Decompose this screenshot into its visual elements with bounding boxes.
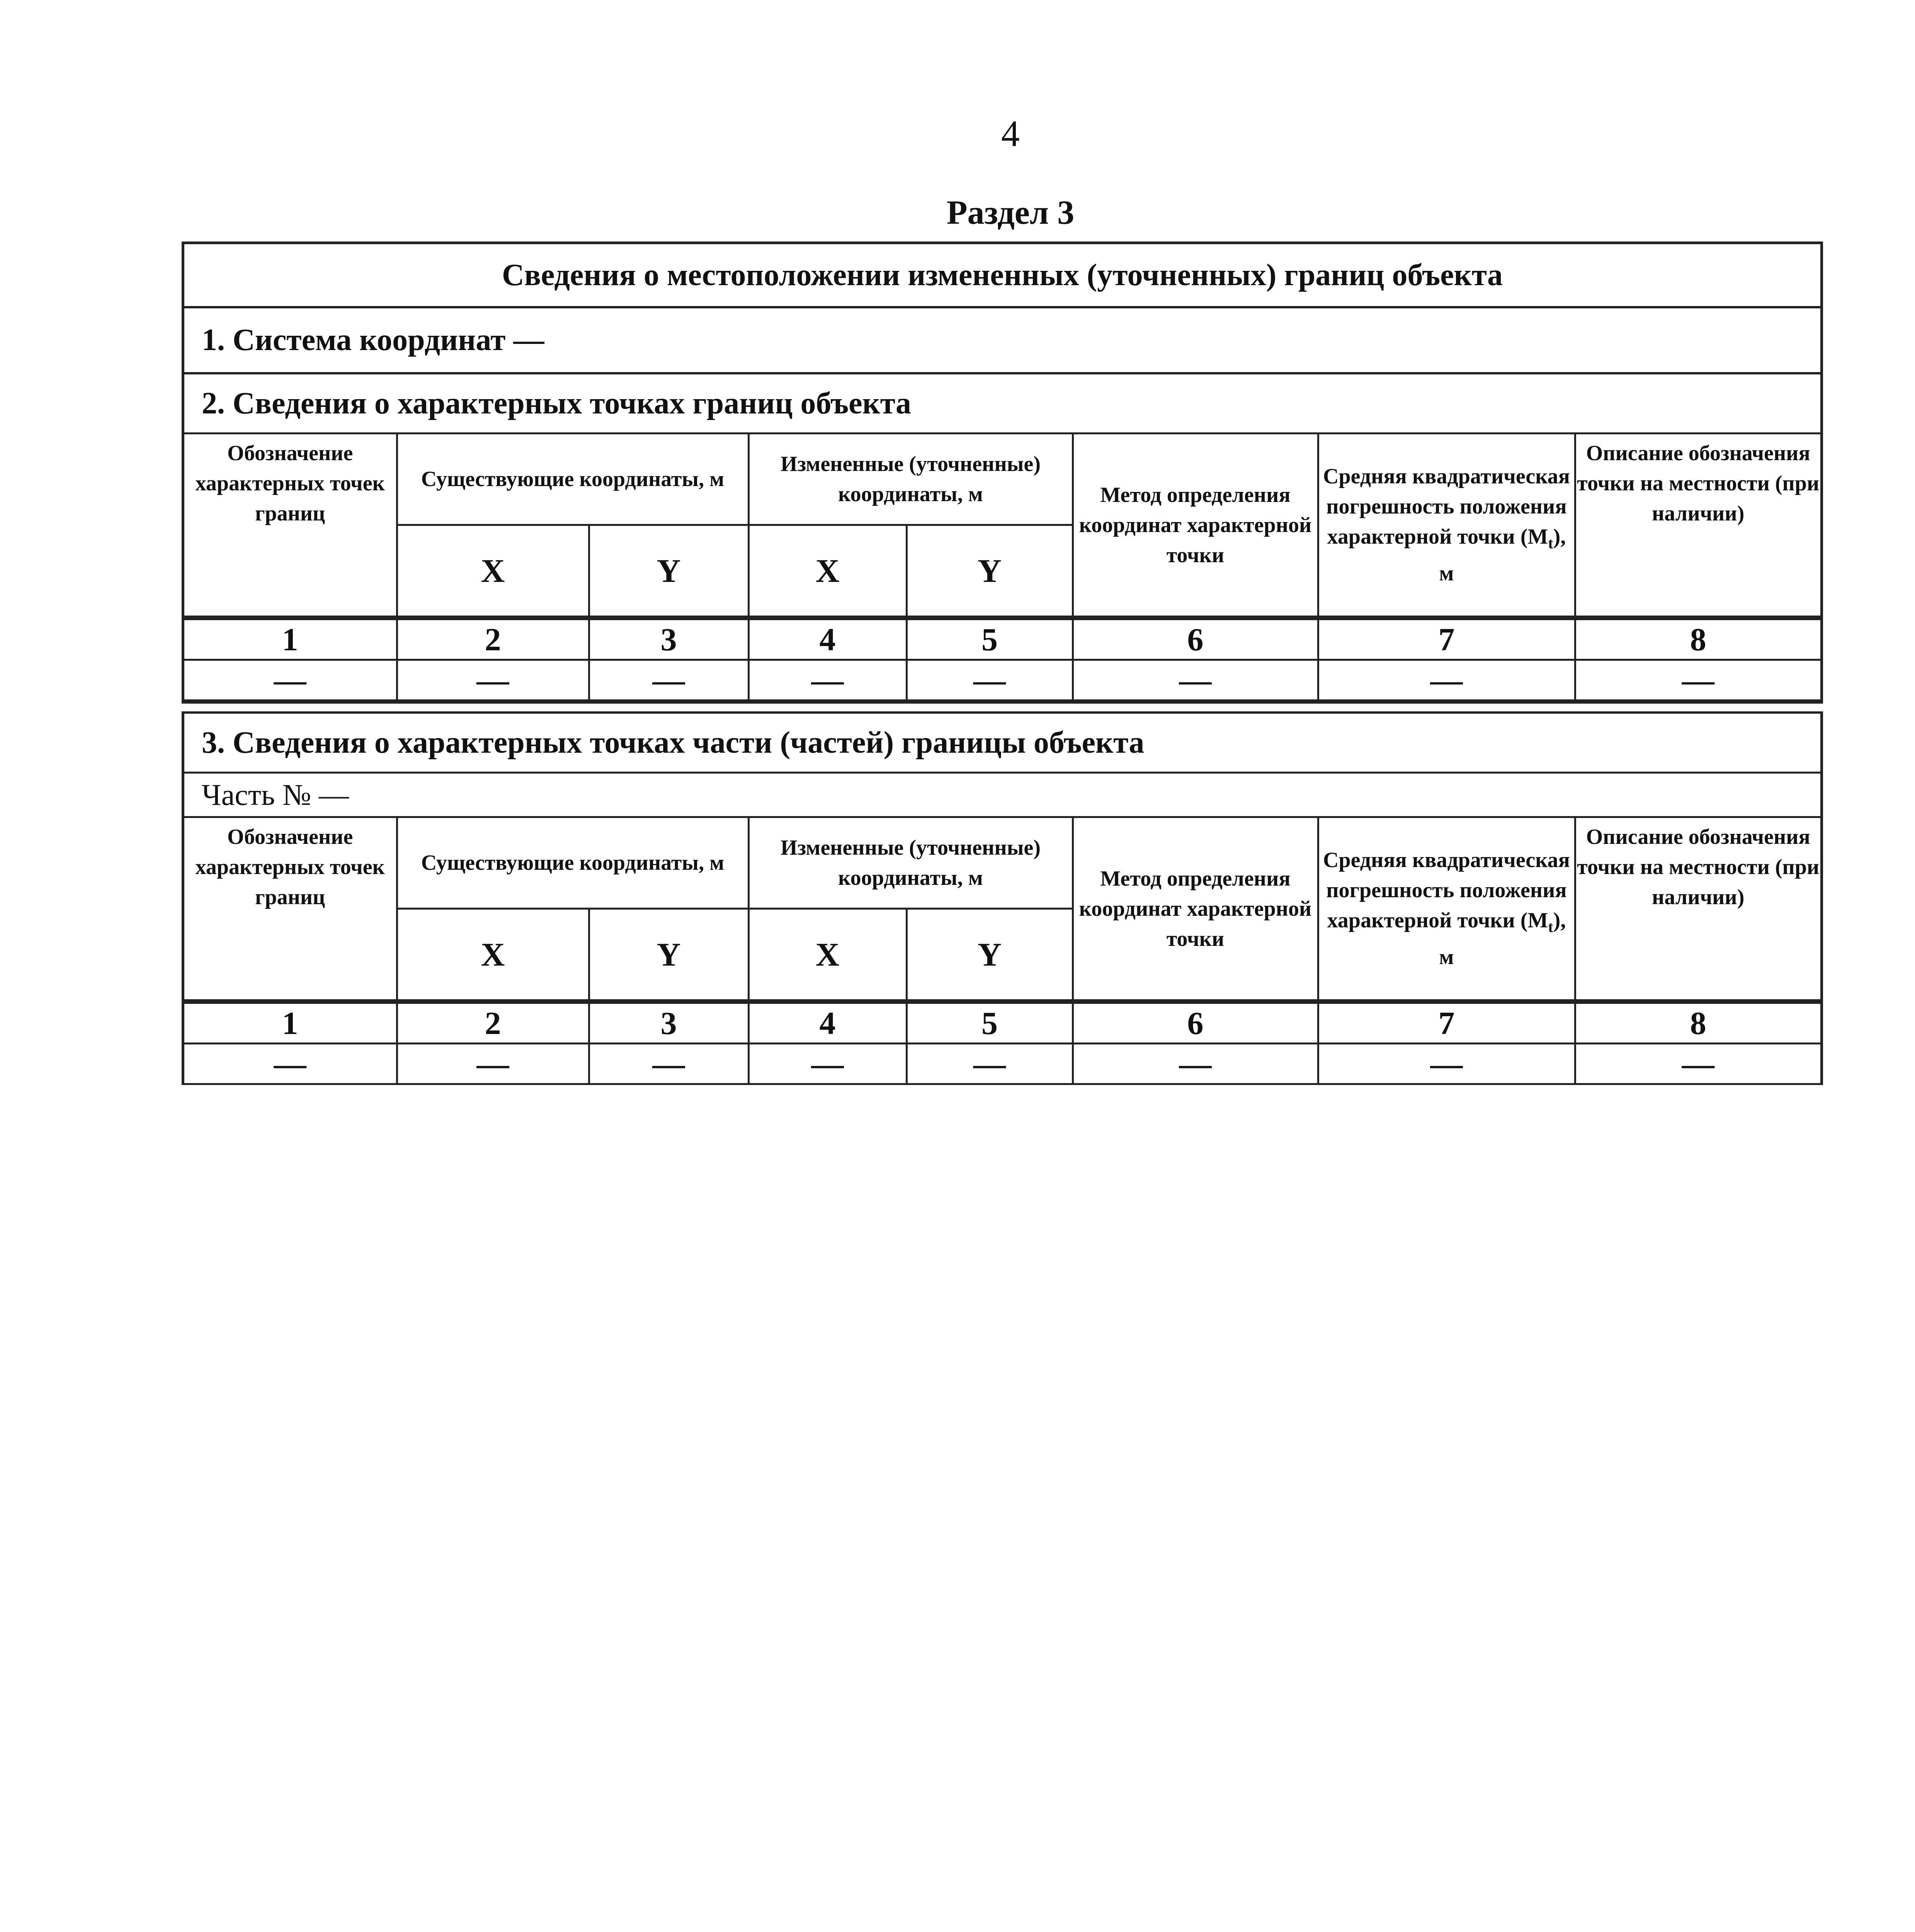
column-number: 4 <box>748 1002 906 1044</box>
column-existing-y: Y <box>589 525 748 618</box>
column-description-header: Описание обозначения точки на местности (при наличии) <box>1575 434 1820 618</box>
column-number: 5 <box>906 1002 1073 1044</box>
block-2-table <box>184 434 1820 701</box>
column-description-header: Описание обозначения точки на местности (при наличии) <box>1575 818 1820 1002</box>
table-cell: — <box>906 1044 1073 1084</box>
error-header-text: Средняя квадратическая погрешность положения характерной точки (M <box>1323 848 1570 932</box>
column-existing-x: X <box>397 525 589 618</box>
column-number: 8 <box>1575 618 1820 660</box>
column-changed-header: Измененные (уточненные) координаты, м <box>748 434 1073 525</box>
frame-title: Сведения о местоположении измененных (уточненных) границ объекта <box>184 244 1820 308</box>
column-number: 4 <box>748 618 906 660</box>
column-number: 3 <box>589 1002 748 1044</box>
column-changed-x: X <box>748 525 906 618</box>
block-3-table <box>184 818 1820 1085</box>
error-header-subscript: t <box>1548 918 1553 936</box>
column-changed-header: Измененные (уточненные) координаты, м <box>748 818 1073 909</box>
table-cell: — <box>748 1044 906 1084</box>
column-method-header: Метод определения координат характерной точки <box>1073 434 1318 618</box>
error-header-subscript: t <box>1548 534 1553 552</box>
error-header-suffix: ), м <box>1439 908 1566 969</box>
column-existing-header: Существующие координаты, м <box>397 434 748 525</box>
table-cell: — <box>184 1044 397 1084</box>
table-cell: — <box>397 1044 589 1084</box>
table-cell: — <box>589 1044 748 1084</box>
column-number: 7 <box>1318 1002 1575 1044</box>
table-cell: — <box>1575 660 1820 701</box>
block-2-heading: 2. Сведения о характерных точках границ объекта <box>184 374 1820 434</box>
part-label: Часть № — <box>184 774 1820 818</box>
page-number: 4 <box>1001 113 1020 154</box>
column-error-header <box>1318 434 1575 618</box>
column-existing-x: X <box>397 909 589 1002</box>
table-cell: — <box>1073 660 1318 701</box>
block-separator <box>182 701 1823 714</box>
error-header-text: Средняя квадратическая погрешность положения характерной точки (M <box>1323 464 1570 549</box>
column-changed-y: Y <box>906 525 1073 618</box>
column-number: 7 <box>1318 618 1575 660</box>
column-method-header: Метод определения координат характерной точки <box>1073 818 1318 1002</box>
column-designation-header: Обозначение характерных точек границ <box>184 818 397 1002</box>
block-3-heading: 3. Сведения о характерных точках части (частей) границы объекта <box>184 714 1820 774</box>
coordinate-system-line: 1. Система координат — <box>184 308 1820 374</box>
section-frame <box>182 242 1823 1085</box>
table-cell: — <box>1318 1044 1575 1084</box>
table-cell: — <box>1318 660 1575 701</box>
table-cell: — <box>589 660 748 701</box>
error-header-suffix: ), м <box>1439 524 1566 586</box>
table-row <box>184 1044 1820 1084</box>
column-existing-y: Y <box>589 909 748 1002</box>
table-cell: — <box>1073 1044 1318 1084</box>
table-cell: — <box>397 660 589 701</box>
column-error-header <box>1318 818 1575 1002</box>
table-cell: — <box>906 660 1073 701</box>
column-number: 1 <box>184 618 397 660</box>
column-number: 2 <box>397 618 589 660</box>
column-number: 6 <box>1073 618 1318 660</box>
table-cell: — <box>184 660 397 701</box>
table-cell: — <box>1575 1044 1820 1084</box>
column-number: 5 <box>906 618 1073 660</box>
column-changed-y: Y <box>906 909 1073 1002</box>
column-number: 2 <box>397 1002 589 1044</box>
column-designation-header: Обозначение характерных точек границ <box>184 434 397 618</box>
section-title: Раздел 3 <box>946 194 1075 231</box>
table-cell: — <box>748 660 906 701</box>
column-number: 1 <box>184 1002 397 1044</box>
column-existing-header: Существующие координаты, м <box>397 818 748 909</box>
column-number: 3 <box>589 618 748 660</box>
column-changed-x: X <box>748 909 906 1002</box>
table-row <box>184 660 1820 701</box>
column-number: 8 <box>1575 1002 1820 1044</box>
column-number: 6 <box>1073 1002 1318 1044</box>
